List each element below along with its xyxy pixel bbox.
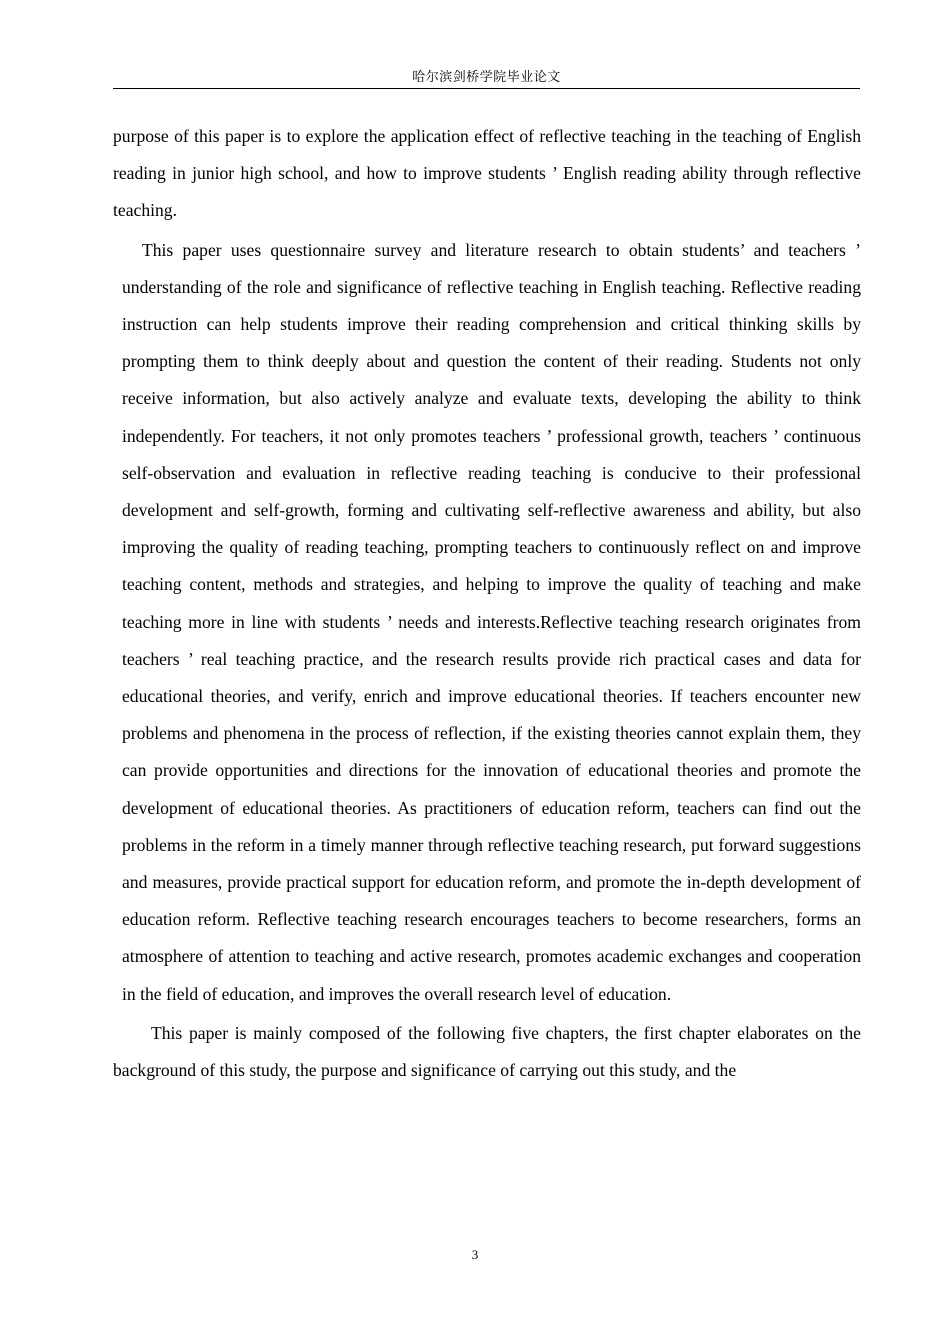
body-text (113, 118, 861, 1089)
paragraph-3: This paper is mainly composed of the following five chapters, the first chapter elaborates on the background of this study, the purpose and significance of carrying out this study, and the (113, 1022, 861, 1081)
running-header: 哈尔滨剑桥学院毕业论文 (412, 69, 561, 84)
paragraph-1: purpose of this paper is to explore the application effect of reflective teaching in the teaching of English reading in junior high school, and how to improve students ’ English reading ability through reflective teaching. (113, 126, 861, 221)
page-number: 3 (471, 1247, 479, 1262)
header-divider (113, 88, 860, 89)
paragraph-2: This paper uses questionnaire survey and literature research to obtain students’ and teachers ’ understanding of the role and significance of reflective teaching in English teaching. Reflective reading instruction can help students improve their reading comprehension and critical thinking skills by prompting them to think deeply about and question the content of their reading. Students not only receive information, but also actively analyze and evaluate texts, developing the ability to think independently. For teachers, it not only promotes teachers ’ professional growth, teachers ’ continuous self-observation and evaluation in reflective reading teaching is conducive to their professional development and self-growth, forming and cultivating self-reflective awareness and ability, but also improving the quality of reading teaching, prompting teachers to continuously reflect on and improve teaching content, methods and strategies, and helping to improve the quality of teaching and make teaching more in line with students ’ needs and interests.Reflective teaching research originates from teachers ’ real teaching practice, and the research results provide rich practical cases and data for educational theories, and verify, enrich and improve educational theories. If teachers encounter new problems and phenomena in the process of reflection, if the existing theories cannot explain them, they can provide opportunities and directions for the innovation of educational theories and promote the development of educational theories. As practitioners of education reform, teachers can find out the problems in the reform in a timely manner through reflective teaching research, put forward suggestions and measures, provide practical support for education reform, and promote the in-depth development of education reform. Reflective teaching research encourages teachers to become researchers, forms an atmosphere of attention to teaching and active research, promotes academic exchanges and cooperation in the field of education, and improves the overall research level of education. (122, 239, 861, 1004)
